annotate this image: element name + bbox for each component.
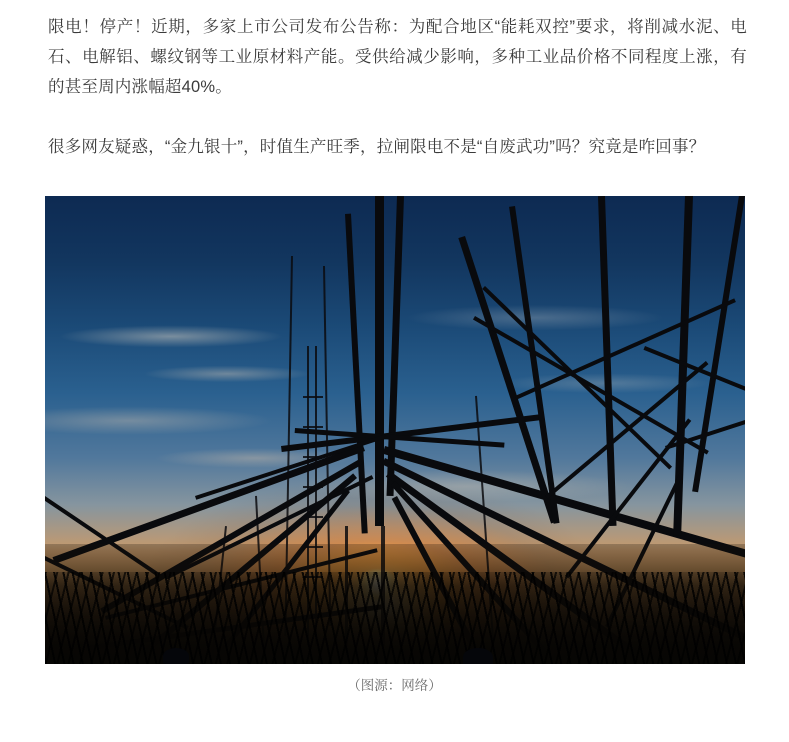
power-transmission-tower-sunset-photo — [45, 196, 745, 664]
grass-layer — [45, 572, 745, 664]
figure-caption: （图源：网络） — [347, 678, 442, 693]
paragraph-2: 很多网友疑惑，“金九银十”，时值生产旺季，拉闸限电不是“自废武功”吗？究竟是咋回事？ — [48, 138, 706, 156]
article-figure — [0, 162, 789, 696]
paragraph-1: 限电！停产！近期，多家上市公司发布公告称：为配合地区“能耗双控”要求，将削减水泥、电石、电解铝、螺纹钢等工业原材料产能。受供给减少影响，多种工业品价格不同程度上涨，有的甚至周内涨幅超40%。 — [48, 18, 747, 96]
